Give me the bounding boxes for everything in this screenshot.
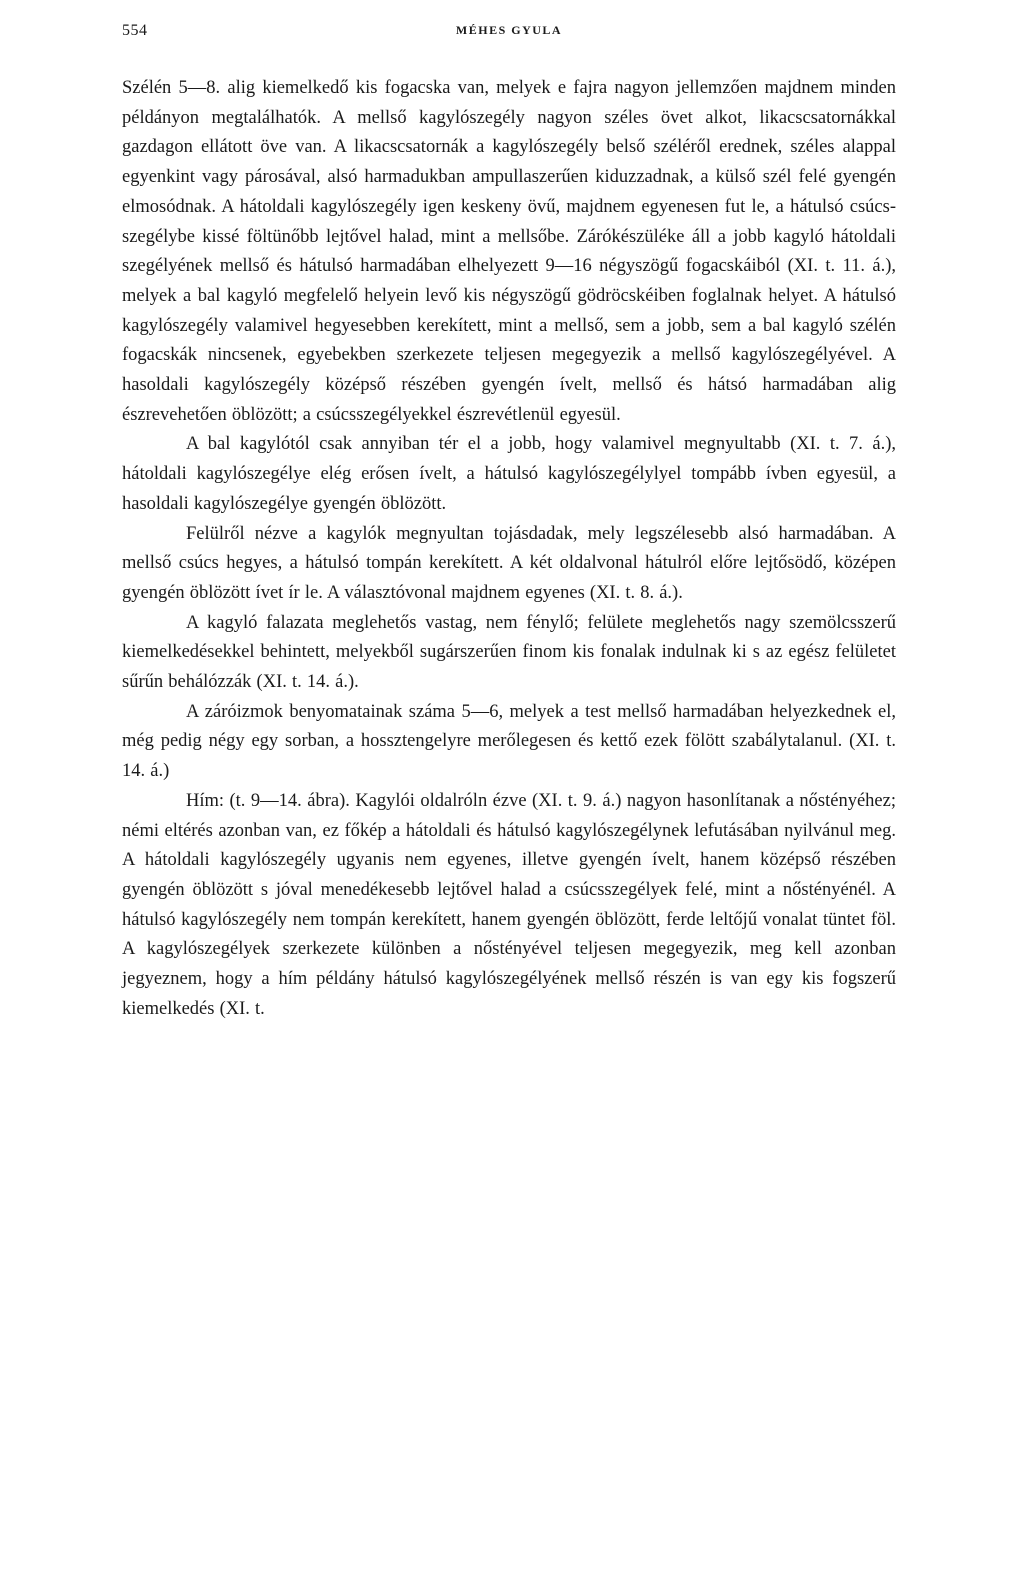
- page-number: 554: [122, 22, 148, 39]
- paragraph: A kagyló falazata meglehetős vastag, nem fénylő; felülete meglehetős nagy szemölcsszerű kiemelkedésekkel behintett, melyekből sugárszerűen finom kis fonalak indulnak ki s az egész felületet sűrűn behálózzák (XI. t. 14. á.).: [122, 612, 896, 693]
- running-head-author: MÉHES GYULA: [455, 23, 563, 37]
- body-text: [122, 74, 896, 1025]
- paragraph: Felülről nézve a kagylók megnyultan tojásdadak, mely legszélesebb alsó harmadában. A mellső csúcs hegyes, a hátulsó tompán kerekített. A két oldalvonal hátulról előre lejtősödő, középen gyengén öblözött ívet ír le. A választóvonal majdnem egyenes (XI. t. 8. á.).: [122, 523, 896, 603]
- paragraph: A bal kagylótól csak annyiban tér el a jobb, hogy valamivel megnyultabb (XI. t. 7. á.), hátoldali kagylószegélye elég erősen ívelt, a hátulsó kagylószegélylyel tompább ívben egyesül, a hasoldali kagylószegélye gyengén öblözött.: [122, 434, 896, 514]
- running-header: [122, 22, 896, 44]
- paragraph-him: Hím: (t. 9—14. ábra). Kagylói oldalróln ézve (XI. t. 9. á.) nagyon hasonlítanak a nőstényéhez; némi eltérés azonban van, ez főkép a hátoldali és hátulsó kagylószegélynek lefutásában nyilvánul meg. A hátoldali kagylószegély ugyanis nem egyenes, illetve gyengén ívelt, hanem középső részében gyengén öblözött s jóval menedékesebb lejtővel halad a csúcsszegélyek felé, mint a nőstényénél. A hátulsó kagylószegély nem tompán kerekített, hanem gyengén öblözött, ferde leltőjű vonalat tüntet föl. A kagylószegélyek szerkezete különben a nőstényével teljesen megegyezik, meg kell azonban jegyeznem, hogy a hím példány hátulsó kagylószegélyének mellső részén is van egy kis fogszerű kiemelkedés (XI. t.: [122, 790, 896, 1019]
- paragraph: A záróizmok benyomatainak száma 5—6, melyek a test mellső harmadában helyezkednek el, még pedig négy egy sorban, a hossztengelyre merőlegesen és kettő ezek fölött szabálytalanul. (XI. t. 14. á.): [122, 701, 896, 782]
- paragraph-continuation: Szélén 5—8. alig kiemelkedő kis fogacska van, melyek e fajra nagyon jellemzően majdnem minden példányon megtalálhatók. A mellső kagylószegély nagyon széles övet alkot, likacscsatornákkal gazdagon ellátott öve van. A likacscsatornák a kagylószegély belső széléről erednek, széles alappal egyenkint vagy párosával, alsó harmadukban ampullaszerűen kiduzzadnak, a külső szél felé gyengén elmosódnak. A hátoldali kagylószegély igen keskeny övű, majdnem egyenesen fut le, a hátulsó csúcsszegélybe kissé föltünőbb lejtővel halad, mint a mellsőbe. Zárókészüléke áll a jobb kagyló hátoldali szegélyének mellső és hátulsó harmadában elhelyezett 9—16 négyszögű fogacskáiból (XI. t. 11. á.), melyek a bal kagyló megfelelő helyein levő kis négyszögű gödröcskéiben foglalnak helyet. A hátulsó kagylószegély valamivel hegyesebben kerekített, mint a mellső, sem a jobb, sem a bal kagyló szélén fogacskák nincsenek, egyebekben szerkezete teljesen megegyezik a mellső kagylószegélyével. A hasoldali kagylószegély középső részében gyengén ívelt, mellső és hátsó harmadában alig észrevehetően öblözött; a csúcsszegélyekkel észrevétlenül egyesül.: [122, 78, 896, 425]
